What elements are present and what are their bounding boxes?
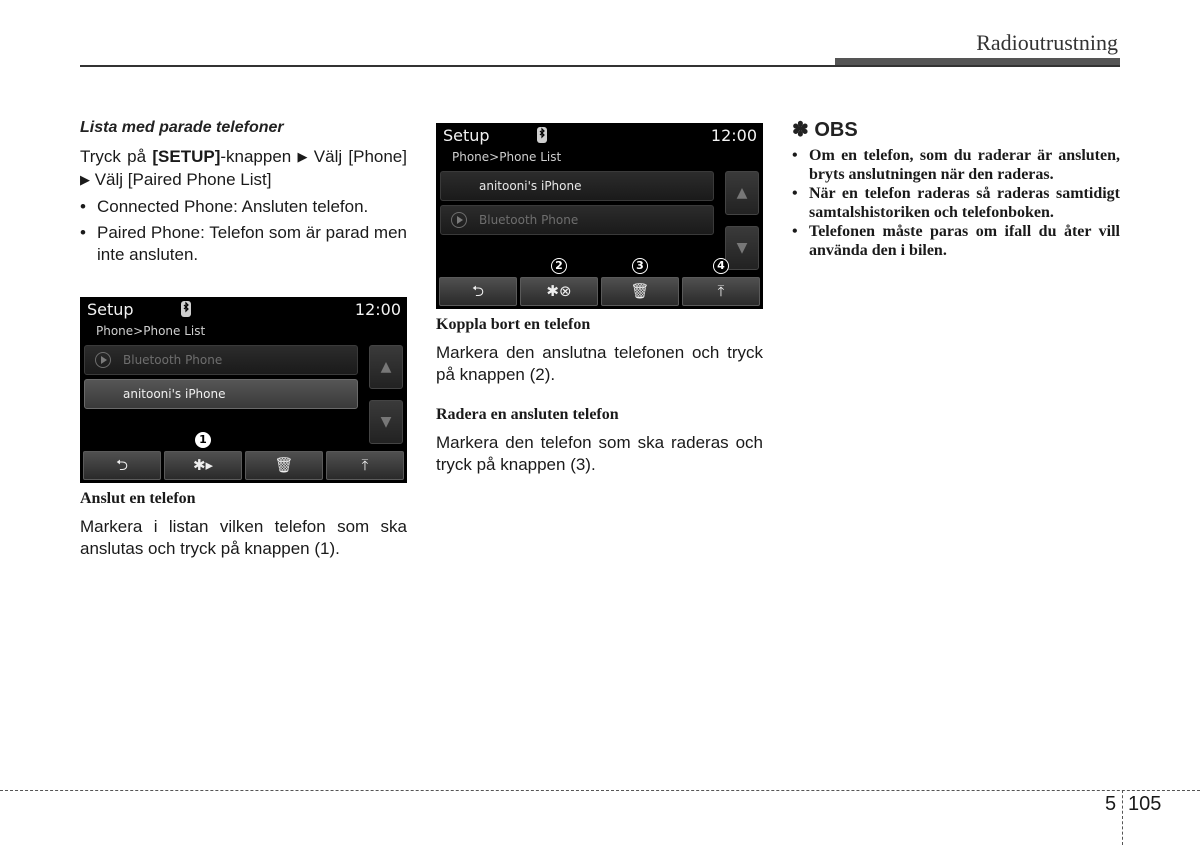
trash-icon: 🗑 [630,282,650,300]
obs-heading: ✽ OBS [792,119,858,141]
screen-clock: 12:00 [710,126,757,145]
intro-text-c: Välj [Phone] [307,147,407,166]
phone-list-item-label: Bluetooth Phone [123,353,223,367]
screen-clock: 12:00 [354,300,401,319]
connect-button[interactable] [164,433,242,480]
scroll-up-button[interactable] [369,345,403,389]
scroll-up-icon: ▲ [380,359,392,375]
chapter-number: 5 [1105,793,1117,815]
delete-heading: Radera en ansluten telefon [436,406,619,423]
screen-breadcrumb: Phone>Phone List [452,150,562,164]
obs-item: • Om en telefon, som du raderar är ansluten, bryts anslutningen när den raderas. [792,146,1120,184]
arrow-icon: ▶ [297,149,308,164]
middle-column [436,314,763,476]
phone-list-item[interactable] [440,205,714,235]
bluetooth-icon [181,301,191,317]
head-unit-screen-2 [436,123,763,309]
back-icon: ⮌ [115,456,128,474]
top-button[interactable] [326,451,404,480]
connect-section [80,488,407,560]
obs-note [792,117,1120,260]
delete-text: Markera den telefon som ska raderas och tryck på knappen (3). [436,433,763,474]
page-number: 105 [1128,793,1162,815]
screen-title: Setup [87,300,134,319]
play-icon [95,352,111,368]
scroll-up-button[interactable] [725,171,759,215]
disconnect-button[interactable] [520,259,598,306]
back-icon: ⮌ [471,282,484,300]
footer-divider [1122,790,1123,845]
callout-number: 1 [195,432,211,448]
scroll-down-icon: ▼ [736,240,748,256]
back-button[interactable] [439,277,517,306]
screen-button-bar [83,433,404,480]
intro-text-a: Tryck på [80,147,153,166]
play-icon [451,212,467,228]
intro-text-d: Välj [Paired Phone List] [90,170,272,189]
callout-number: 2 [551,258,567,274]
top-icon: ⤒ [717,282,725,300]
delete-button[interactable] [601,259,679,306]
obs-item: • Telefonen måste paras om ifall du åter vill använda den i bilen. [792,222,1120,260]
setup-key-label: [SETUP] [152,147,221,166]
connect-text: Markera i listan vilken telefon som ska anslutas och tryck på knappen (1). [80,517,407,558]
bluetooth-disconnect-icon: ✱⊗ [546,282,572,300]
phone-list-item-label: anitooni's iPhone [479,179,582,193]
screen-breadcrumb: Phone>Phone List [96,324,206,338]
scroll-down-button[interactable] [369,400,403,444]
callout-number: 3 [632,258,648,274]
delete-button[interactable] [245,451,323,480]
trash-icon: 🗑 [274,456,294,474]
top-icon: ⤒ [361,456,369,474]
intro-text-b: -knappen [220,147,298,166]
back-button[interactable] [83,451,161,480]
scroll-up-icon: ▲ [736,185,748,201]
connect-heading: Anslut en telefon [80,490,196,507]
header-rule [80,65,1120,67]
phone-list-item-selected[interactable] [84,379,358,409]
bluetooth-connect-icon: ✱▸ [192,456,214,474]
phone-list-item-label: Bluetooth Phone [479,213,579,227]
section-heading-paired-list: Lista med parade telefoner [80,119,284,136]
scroll-down-icon: ▼ [380,414,392,430]
bluetooth-icon [537,127,547,143]
page-header-title: Radioutrustning [976,30,1118,55]
bullet-item: • Connected Phone: Ansluten telefon. [80,196,407,218]
screen-button-bar [439,259,760,306]
phone-list-item[interactable] [84,345,358,375]
obs-item: • När en telefon raderas så raderas samtidigt samtalshistoriken och telefonboken. [792,184,1120,222]
screen-title: Setup [443,126,490,145]
phone-list-item[interactable] [440,171,714,201]
phone-list-item-label: anitooni's iPhone [123,387,226,401]
callout-number: 4 [713,258,729,274]
intro-paragraph [80,146,407,192]
left-column [80,117,407,266]
scroll-down-button[interactable] [725,226,759,270]
head-unit-screen-1 [80,297,407,483]
footer-rule [0,790,1200,791]
disconnect-heading: Koppla bort en telefon [436,316,591,333]
bullet-item: • Paired Phone: Telefon som är parad men inte ansluten. [80,222,407,266]
top-button[interactable] [682,259,760,306]
arrow-icon: ▶ [80,172,90,187]
disconnect-text: Markera den anslutna telefonen och tryck på knappen (2). [436,343,763,384]
